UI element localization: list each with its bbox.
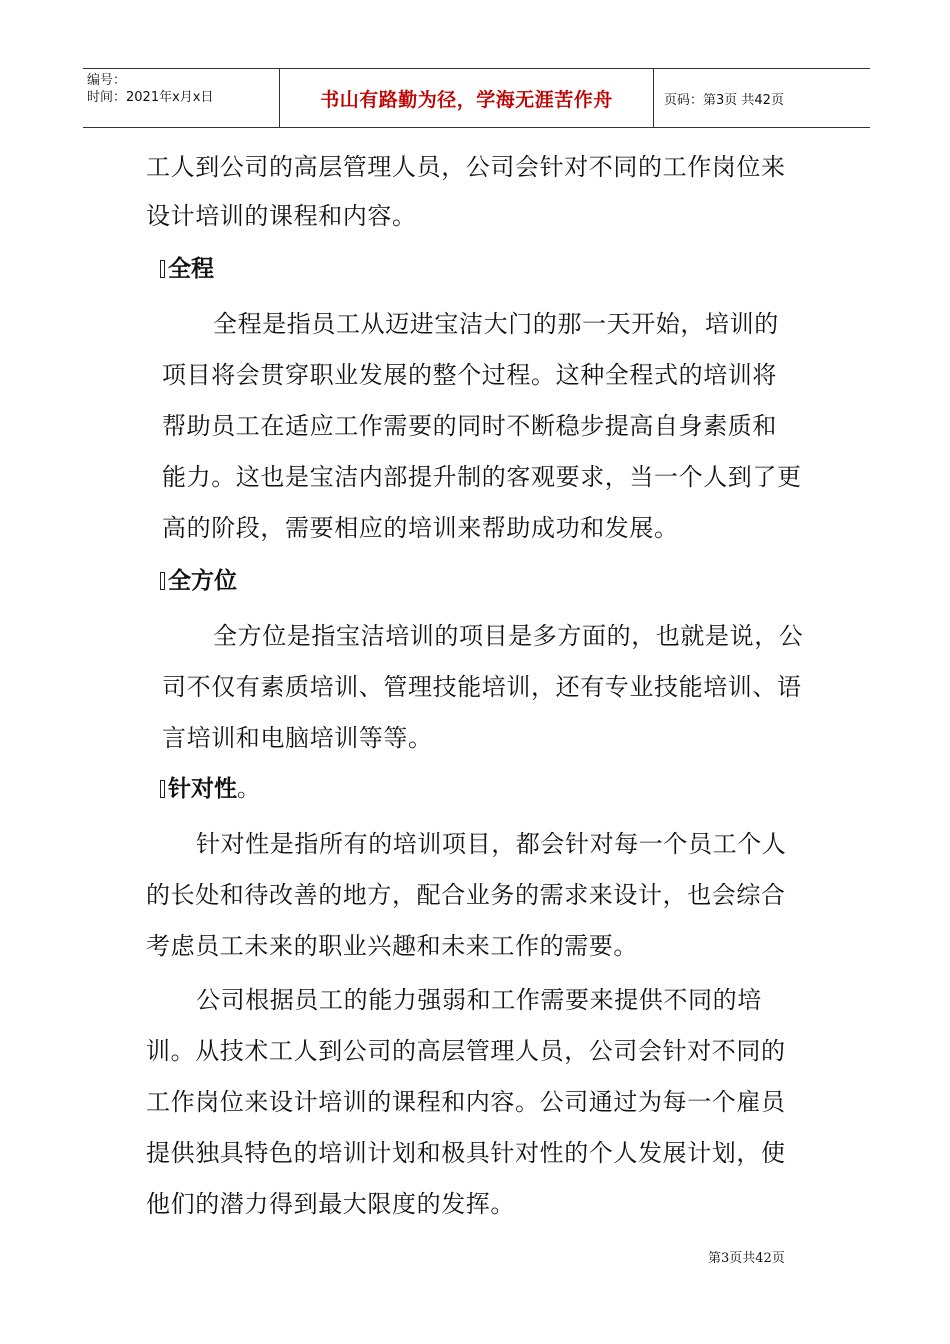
document-number-label: 编号： [87,73,127,88]
paragraph-line: 全程是指员工从迈进宝洁大门的那一天开始，培训的 [213,310,779,338]
page-header [83,68,870,128]
section-title-suffix: 。 [237,776,260,802]
paragraph-line: 司不仅有素质培训、管理技能培训，还有专业技能培训、语 [162,673,802,701]
paragraph-line: 考虑员工未来的职业兴趣和未来工作的需要。 [146,932,638,960]
document-time-label: 时间：2021年x月x日 [87,90,214,105]
header-page-cell [654,69,870,127]
section-heading-quancheng [160,254,214,284]
section-title: 全方位 [168,568,237,594]
paragraph-line: 提供独具特色的培训计划和极具针对性的个人发展计划，使 [146,1139,786,1167]
section-title: 针对性 [168,776,237,802]
paragraph-line: 工人到公司的高层管理人员，公司会针对不同的工作岗位来 [146,153,786,181]
header-meta [83,69,280,127]
bullet-box-icon [160,260,165,278]
paragraph-line: 设计培训的课程和内容。 [146,202,417,230]
paragraph-line: 针对性是指所有的培训项目，都会针对每一个员工个人 [196,830,787,858]
paragraph-line: 全方位是指宝洁培训的项目是多方面的，也就是说，公 [213,622,804,650]
paragraph-line: 他们的潜力得到最大限度的发挥。 [146,1190,515,1218]
paragraph-line: 高的阶段，需要相应的培训来帮助成功和发展。 [162,514,679,542]
section-title: 全程 [168,256,214,282]
paragraph-line: 公司根据员工的能力强弱和工作需要来提供不同的培 [196,986,762,1014]
header-motto: 书山有路勤为径，学海无涯苦作舟 [320,88,613,111]
section-heading-quanfangwei [160,566,237,596]
section-heading-zhenduixing [160,774,260,804]
paragraph-line: 言培训和电脑培训等等。 [162,724,433,752]
header-motto-cell [280,69,654,127]
bullet-box-icon [160,780,165,798]
paragraph-line: 的长处和待改善的地方，配合业务的需求来设计，也会综合 [146,881,786,909]
paragraph-line: 训。从技术工人到公司的高层管理人员，公司会针对不同的 [146,1037,786,1065]
paragraph-line: 能力。这也是宝洁内部提升制的客观要求，当一个人到了更 [162,463,802,491]
paragraph-line: 工作岗位来设计培训的课程和内容。公司通过为每一个雇员 [146,1088,786,1116]
page-footer-number: 第3页共42页 [708,1251,785,1266]
paragraph-line: 项目将会贯穿职业发展的整个过程。这种全程式的培训将 [162,361,777,389]
header-page-number: 页码：第3页 共42页 [664,92,784,108]
bullet-box-icon [160,572,165,590]
paragraph-line: 帮助员工在适应工作需要的同时不断稳步提高自身素质和 [162,412,777,440]
